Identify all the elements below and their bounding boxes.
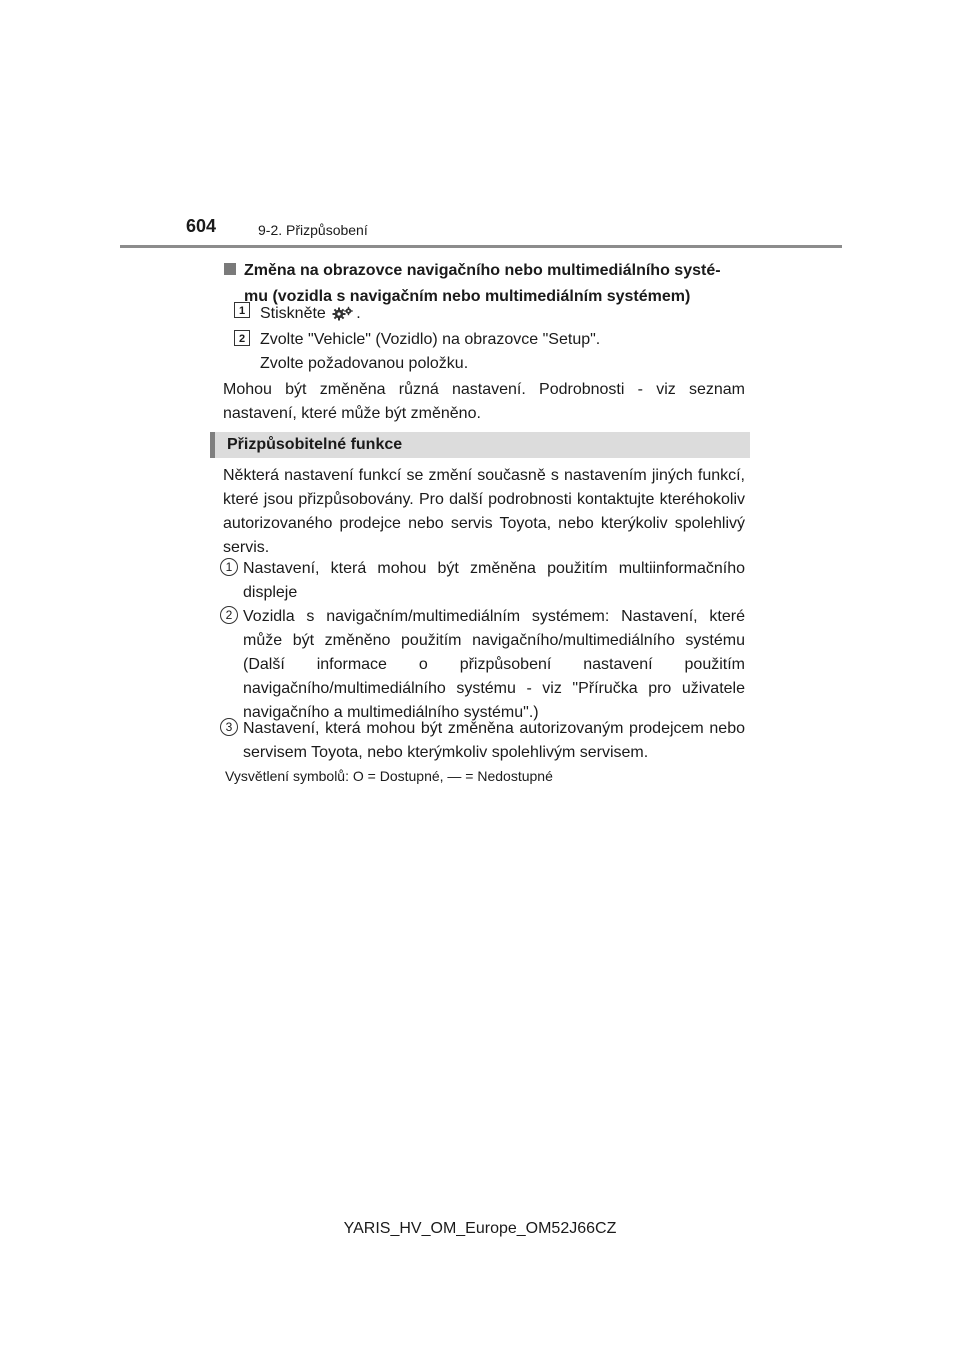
section-bar-title: Přizpůsobitelné funkce [227,436,403,453]
list-item-2: Vozidla s navigačním/multimediálním systémem: Nastavení, které může být změněno použitím navigačního/multimediálního systému (Další informace o přizpůsobení nastavení použitím navigačního/multimediálního systému - viz "Příručka pro uživatele navigačního a multimediálního systému".) [243,608,745,721]
step-2-line-2: Zvolte požadovanou položku. [260,355,469,372]
footer-document-id: YARIS_HV_OM_Europe_OM52J66CZ [343,1220,617,1237]
heading-line-2: mu (vozidla s navigačním nebo multimediálním systémem) [244,288,691,305]
customization-paragraph: Některá nastavení funkcí se změní současně s nastavením jiných funkcí, které jsou přizpůsobovány. Pro další podrobnosti kontaktujte kteréhokoliv autorizovaného prodejce nebo servis Toyota, nebo kterýkoliv spolehlivý servis. [223,467,745,556]
section-bar [210,432,750,458]
intro-paragraph: Mohou být změněna různá nastavení. Podrobnosti - viz seznam nastavení, které může být změněno. [223,381,745,422]
step-number-2: 2 [234,330,250,346]
circled-number-1: 1 [220,558,238,576]
header-rule [120,245,842,248]
section-title: 9-2. Přizpůsobení [258,222,368,238]
list-item-3: Nastavení, která mohou být změněna autorizovaným prodejcem nebo servisem Toyota, nebo kterýmkoliv spolehlivým servisem. [243,720,745,761]
step-2-line-1: Zvolte "Vehicle" (Vozidlo) na obrazovce "Setup". [260,331,601,348]
step-1-label: Stiskněte [260,305,326,322]
step-1-period: . [356,305,361,322]
list-item-1: Nastavení, která mohou být změněna použitím multiinformačního displeje [243,560,745,601]
page-number: 604 [186,216,217,236]
circled-number-3: 3 [220,718,238,736]
circled-number-2: 2 [220,606,238,624]
gear-settings-icon [332,305,354,321]
step-2-text [260,328,740,376]
step-number-1: 1 [234,302,250,318]
symbol-legend: Vysvětlení symbolů: O = Dostupné, — = Nedostupné [225,768,553,784]
square-bullet-icon [224,263,236,275]
heading-line-1: Změna na obrazovce navigačního nebo multimediálního systé- [244,262,721,279]
step-1-text [260,302,361,326]
